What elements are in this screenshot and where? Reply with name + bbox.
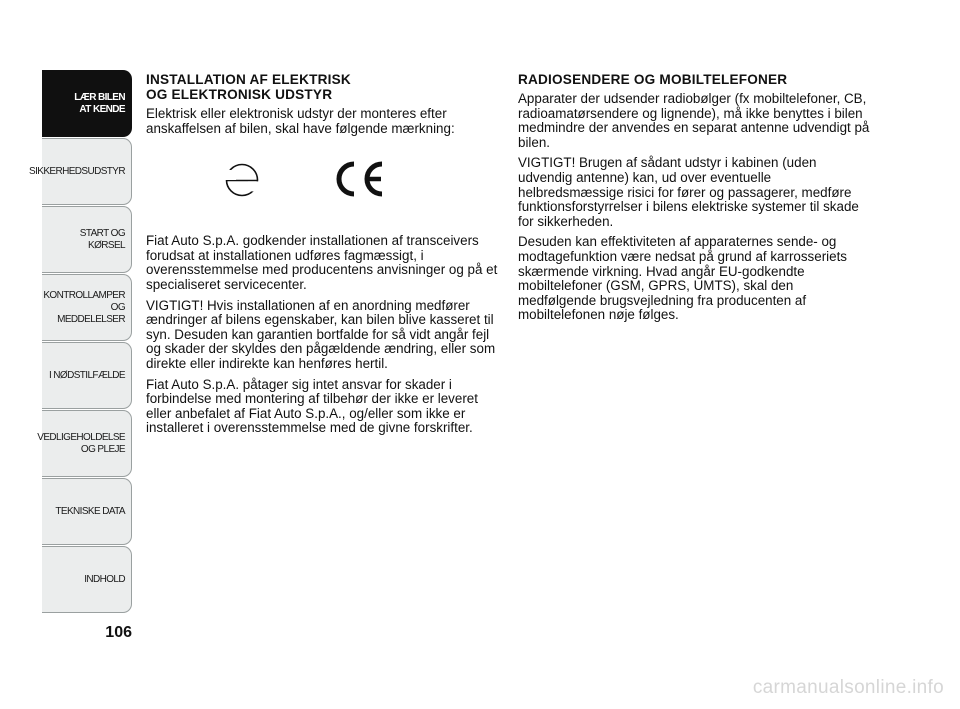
e-mark-icon: [224, 162, 260, 198]
left-column: [146, 72, 498, 442]
tab-laer-bilen-at-kende[interactable]: LÆR BILEN AT KENDE: [42, 70, 132, 137]
tab-start-og-koersel[interactable]: START OG KØRSEL: [42, 206, 132, 273]
approval-marks: [146, 142, 498, 228]
tab-sikkerhedsudstyr[interactable]: SIKKERHEDSUDSTYR: [42, 138, 132, 205]
paragraph-godkender: Fiat Auto S.p.A. godkender installationen af transceivers forudsat at installationen udføres fagmæssigt, i overensstemmelse med producentens anvisninger og på et specialiseret servicecenter.: [146, 233, 498, 292]
page-number: 106: [105, 624, 132, 641]
tab-vedligeholdelse[interactable]: VEDLIGEHOLDELSE OG PLEJE: [42, 410, 132, 477]
paragraph-vigtigt-kabine: VIGTIGT! Brugen af sådant udstyr i kabinen (uden udvendig antenne) kan, ud over eventuelle helbredsmæssige risici for fører og passagerer, medføre funktionsforstyrrelser i bilens elektriske systemer til skade for sikkerheden.: [518, 155, 859, 229]
tab-kontrollamper[interactable]: KONTROLLAMPER OG MEDDELELSER: [42, 274, 132, 341]
paragraph-ansvar: Fiat Auto S.p.A. påtager sig intet ansvar for skader i forbindelse med montering af tilbehør der ikke er leveret eller anbefalet af Fiat Auto S.p.A., og/eller som ikke er installeret i overensstemmelse med de givne forskrifter.: [146, 376, 478, 436]
intro-paragraph: Elektrisk eller elektronisk udstyr der monteres efter anskaffelsen af bilen, skal have følgende mærkning:: [146, 106, 455, 136]
section-heading-installation: INSTALLATION AF ELEKTRISK OG ELEKTRONISK UDSTYR: [146, 72, 351, 102]
right-column: [518, 72, 870, 329]
tab-i-noedstilfaelde[interactable]: I NØDSTILFÆLDE: [42, 342, 132, 409]
watermark: carmanualsonline.info: [752, 677, 944, 698]
paragraph-radiobolger: Apparater der udsender radiobølger (fx mobiltelefoner, CB, radioamatørsendere og lignende), må ikke benyttes i bilen medmindre der anvendes en separat antenne udvendigt på bilen.: [518, 91, 870, 150]
tab-tekniske-data[interactable]: TEKNISKE DATA: [42, 478, 132, 545]
ce-mark-icon: [332, 158, 388, 200]
paragraph-vigtigt-installation: VIGTIGT! Hvis installationen af en anordning medfører ændringer af bilens egenskaber, kan bilen blive kasseret til syn. Desuden kan garantien bortfalde for så vidt angår fejl og skader der skyldes den pågældende ændring, eller som direkte eller indirekte kan henføres hertil.: [146, 297, 496, 371]
paragraph-effektivitet: Desuden kan effektiviteten af apparaternes sende- og modtagefunktion være nedsat på grund af karrosseriets skærmende virkning. Hvad angår EU-godkendte mobiltelefoner (GSM, GPRS, UMTS), skal den medfølgende brugsvejledning fra producenten af mobiltelefonen nøje følges.: [518, 234, 847, 323]
section-heading-radiosendere: RADIOSENDERE OG MOBILTELEFONER: [518, 72, 788, 87]
tab-indhold[interactable]: INDHOLD: [42, 546, 132, 613]
